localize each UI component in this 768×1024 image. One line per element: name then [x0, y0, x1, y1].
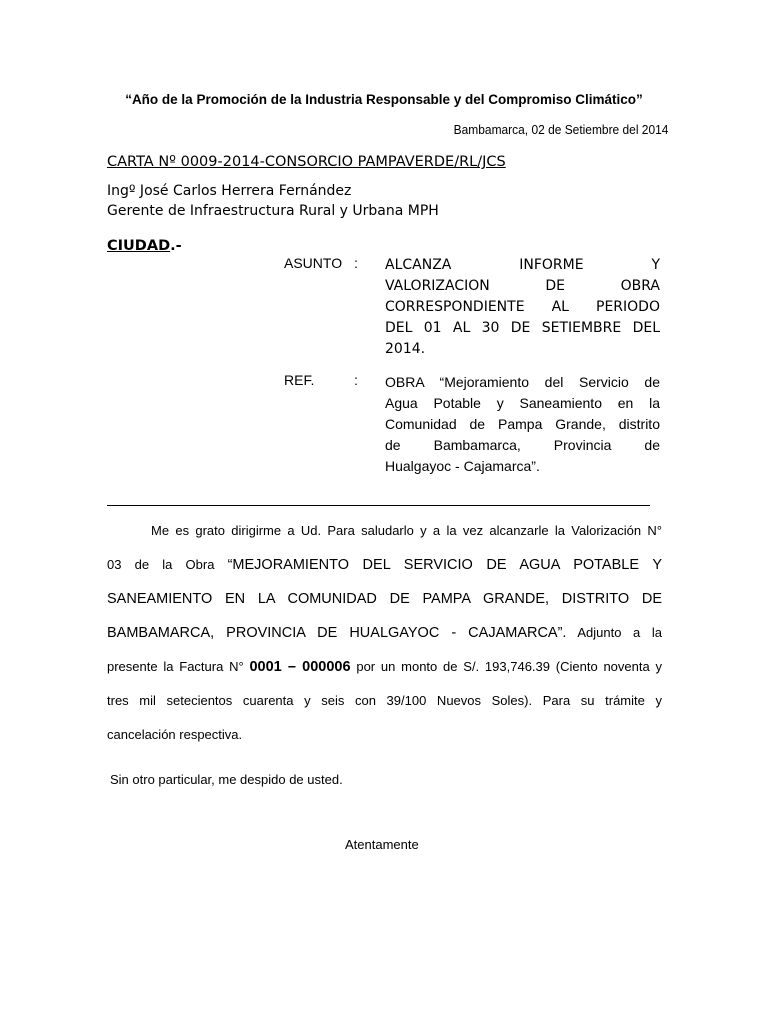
ref-line: Hualgayoc - Cajamarca”.	[385, 458, 540, 474]
body-text-part: 03 de la Obra	[107, 557, 228, 572]
body-text-part: por un monto de S/. 193,746.39 (Ciento noventa y	[350, 659, 662, 674]
body-text-part: Adjunto a la	[566, 625, 662, 640]
body-line: SANEAMIENTO EN LA COMUNIDAD DE PAMPA GRANDE, DISTRITO DE	[107, 591, 662, 607]
signoff-text: Atentamente	[345, 837, 419, 852]
asunto-line: VALORIZACION DE OBRA	[385, 278, 660, 294]
asunto-line: ALCANZA INFORME Y	[385, 257, 660, 273]
work-name-part: “MEJORAMIENTO DEL SERVICIO DE AGUA POTABLE Y	[227, 557, 662, 573]
letter-number: CARTA Nº 0009-2014-CONSORCIO PAMPAVERDE/RL/JCS	[107, 154, 506, 170]
body-line: cancelación respectiva.	[107, 727, 243, 742]
asunto-label: ASUNTO	[284, 255, 343, 271]
city-line	[107, 238, 182, 254]
ref-line: de Bambamarca, Provincia de	[385, 437, 660, 453]
asunto-colon: :	[354, 255, 358, 271]
letter-body	[107, 514, 662, 752]
ref-line: Agua Potable y Saneamiento en la	[385, 395, 660, 411]
body-line: tres mil setecientos cuarenta y seis con 39/100 Nuevos Soles). Para su trámite y	[107, 693, 662, 708]
ref-line: Comunidad de Pampa Grande, distrito	[385, 416, 660, 432]
ref-label: REF.	[284, 372, 315, 388]
city-suffix: .-	[170, 238, 182, 254]
separator-line	[107, 505, 650, 506]
body-line	[107, 548, 662, 582]
ref-line: OBRA “Mejoramiento del Servicio de	[385, 374, 660, 390]
ref-colon: :	[354, 372, 358, 388]
ref-text	[385, 372, 660, 477]
asunto-line: 2014.	[385, 341, 426, 357]
body-line: Me es grato dirigirme a Ud. Para saludarlo y a la vez alcanzarle la Valorización N°	[151, 523, 662, 538]
recipient-name: Ingº José Carlos Herrera Fernández	[107, 183, 352, 199]
body-line	[107, 616, 662, 650]
farewell-text: Sin otro particular, me despido de usted.	[110, 772, 343, 787]
asunto-text	[385, 255, 660, 360]
recipient-position: Gerente de Infraestructura Rural y Urbana MPH	[107, 203, 439, 219]
city-label: CIUDAD	[107, 238, 171, 254]
year-motto: “Año de la Promoción de la Industria Responsable y del Compromiso Climático”	[125, 92, 643, 107]
asunto-line: CORRESPONDIENTE AL PERIODO	[385, 299, 660, 315]
asunto-line: DEL 01 AL 30 DE SETIEMBRE DEL	[385, 320, 660, 336]
date-line: Bambamarca, 02 de Setiembre del 2014	[453, 122, 668, 137]
invoice-number: 0001 – 000006	[249, 659, 351, 675]
work-name-part: BAMBAMARCA, PROVINCIA DE HUALGAYOC - CAJAMARCA”.	[107, 625, 567, 641]
body-line	[107, 650, 662, 684]
body-text-part: presente la Factura N°	[107, 659, 250, 674]
